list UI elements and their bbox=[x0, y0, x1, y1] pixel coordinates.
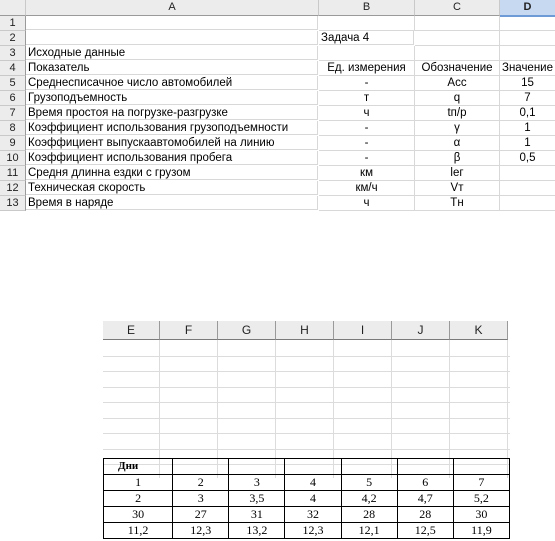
table-cell[interactable] bbox=[229, 459, 285, 475]
table-cell[interactable]: 31 bbox=[229, 507, 285, 523]
table-cell[interactable]: 2 bbox=[173, 475, 229, 491]
cell-b[interactable]: ч bbox=[319, 196, 415, 211]
sheet-row bbox=[0, 106, 555, 121]
table-cell[interactable]: 11,2 bbox=[104, 523, 173, 539]
cell-b[interactable]: км bbox=[319, 166, 415, 181]
table-cell[interactable]: 12,1 bbox=[341, 523, 397, 539]
row-number[interactable]: 3 bbox=[0, 46, 26, 61]
table-cell[interactable]: 30 bbox=[104, 507, 173, 523]
cell-d[interactable] bbox=[500, 196, 555, 211]
column-header-a[interactable]: A bbox=[26, 0, 319, 16]
cell-a[interactable]: Коэффициент выпускаавтомобилей на линию bbox=[26, 136, 318, 150]
table-row bbox=[104, 523, 510, 539]
table-cell[interactable]: 28 bbox=[397, 507, 453, 523]
row-number[interactable]: 6 bbox=[0, 91, 26, 106]
row-number[interactable]: 7 bbox=[0, 106, 26, 121]
row-number[interactable]: 2 bbox=[0, 31, 26, 46]
table-cell[interactable]: 2 bbox=[104, 491, 173, 507]
cell-b[interactable]: - bbox=[319, 151, 415, 166]
cell-d[interactable] bbox=[500, 166, 555, 181]
table-cell[interactable]: 12,3 bbox=[285, 523, 341, 539]
cell-d[interactable] bbox=[500, 181, 555, 196]
cell-d[interactable] bbox=[500, 46, 555, 61]
cell-c[interactable]: α bbox=[415, 136, 500, 151]
sheet-row bbox=[0, 151, 555, 166]
table-cell[interactable]: 12,5 bbox=[397, 523, 453, 539]
cell-c[interactable] bbox=[415, 16, 500, 31]
column-header-b[interactable]: B bbox=[319, 0, 415, 16]
row-number[interactable]: 10 bbox=[0, 151, 26, 166]
cell-a[interactable]: Средня длинна ездки с грузом bbox=[26, 166, 318, 180]
column-header-d[interactable]: D bbox=[500, 0, 555, 17]
cell-d[interactable]: 1 bbox=[500, 136, 555, 151]
select-all-corner[interactable] bbox=[0, 0, 26, 16]
sheet-row bbox=[0, 196, 555, 211]
cell-a[interactable]: Время простоя на погрузке-разгрузке bbox=[26, 106, 318, 120]
table-cell[interactable]: 3 bbox=[229, 475, 285, 491]
cell-a[interactable]: Время в наряде bbox=[26, 196, 318, 210]
table-cell[interactable]: 1 bbox=[104, 475, 173, 491]
table-row bbox=[104, 491, 510, 507]
cell-c[interactable]: tп/р bbox=[415, 106, 500, 121]
table-cell[interactable]: 4 bbox=[285, 491, 341, 507]
cell-a[interactable] bbox=[26, 16, 318, 30]
cell-d[interactable] bbox=[500, 31, 555, 46]
cell-d[interactable]: 15 bbox=[500, 76, 555, 91]
cell-a[interactable]: Коэффициент использования грузоподъемности bbox=[26, 121, 318, 135]
sheet-row bbox=[0, 76, 555, 91]
cell-b[interactable]: - bbox=[319, 121, 415, 136]
cell-c[interactable]: lег bbox=[415, 166, 500, 181]
data-table bbox=[103, 458, 510, 539]
pasted-table-image bbox=[103, 321, 510, 536]
cell-c[interactable]: q bbox=[415, 91, 500, 106]
column-header-i[interactable]: I bbox=[334, 321, 392, 340]
sheet-row bbox=[0, 181, 555, 196]
cell-a[interactable]: Исходные данные bbox=[26, 46, 318, 60]
cell-a[interactable]: Среднесписачное число автомобилей bbox=[26, 76, 318, 90]
cell-c[interactable]: Обозначение bbox=[415, 61, 500, 76]
cell-b[interactable] bbox=[319, 46, 415, 61]
table-cell[interactable] bbox=[173, 459, 229, 475]
cell-c[interactable] bbox=[415, 46, 500, 61]
column-header-j[interactable]: J bbox=[392, 321, 450, 340]
sheet-row bbox=[0, 61, 555, 76]
table-cell[interactable]: Дни bbox=[104, 459, 173, 475]
column-header-c[interactable]: C bbox=[415, 0, 500, 16]
table-cell[interactable]: 5 bbox=[341, 475, 397, 491]
row-number[interactable]: 13 bbox=[0, 196, 26, 211]
cell-d[interactable]: 0,5 bbox=[500, 151, 555, 166]
cell-d[interactable]: Значение bbox=[502, 62, 553, 74]
row-number[interactable]: 8 bbox=[0, 121, 26, 136]
cell-c[interactable]: β bbox=[415, 151, 500, 166]
table-cell[interactable]: 4,7 bbox=[397, 491, 453, 507]
cell-a[interactable] bbox=[26, 31, 318, 45]
cell-b[interactable]: - bbox=[319, 136, 415, 151]
cell-b[interactable]: - bbox=[319, 76, 415, 91]
row-number[interactable]: 1 bbox=[0, 16, 26, 31]
column-header-h[interactable]: H bbox=[276, 321, 334, 340]
cell-d[interactable]: 7 bbox=[500, 91, 555, 106]
cell-a[interactable]: Техническая скорость bbox=[26, 181, 318, 195]
table-row bbox=[104, 475, 510, 491]
cell-c[interactable]: Vт bbox=[415, 181, 500, 196]
cell-c[interactable] bbox=[415, 31, 500, 46]
sheet-row bbox=[0, 46, 555, 61]
cell-b[interactable] bbox=[319, 16, 415, 31]
table-cell[interactable]: 6 bbox=[397, 475, 453, 491]
spreadsheet-top bbox=[0, 0, 555, 213]
column-header-k[interactable]: K bbox=[450, 321, 508, 340]
sheet-row bbox=[0, 31, 555, 46]
cell-c[interactable]: γ bbox=[415, 121, 500, 136]
cell-a[interactable]: Коэффициент использования пробега bbox=[26, 151, 318, 165]
table-cell[interactable] bbox=[285, 459, 341, 475]
sheet-row bbox=[0, 166, 555, 181]
row-number[interactable]: 4 bbox=[0, 61, 26, 76]
table-cell[interactable]: 27 bbox=[173, 507, 229, 523]
cell-b[interactable]: Задача 4 bbox=[319, 31, 414, 45]
column-header-g[interactable]: G bbox=[218, 321, 276, 340]
table-cell[interactable]: 30 bbox=[453, 507, 509, 523]
cell-a[interactable]: Показатель bbox=[26, 61, 318, 75]
sheet-row bbox=[0, 136, 555, 151]
cell-d[interactable] bbox=[500, 16, 555, 31]
sheet-row bbox=[0, 16, 555, 31]
row-number[interactable]: 11 bbox=[0, 166, 26, 181]
table-cell[interactable] bbox=[341, 459, 397, 475]
cell-b[interactable]: Ед. измерения bbox=[319, 61, 415, 76]
row-number[interactable]: 12 bbox=[0, 181, 26, 196]
table-cell[interactable]: 12,3 bbox=[173, 523, 229, 539]
cell-a[interactable]: Грузоподъемность bbox=[26, 91, 318, 105]
table-row bbox=[104, 459, 510, 475]
column-header-f[interactable]: F bbox=[160, 321, 218, 340]
table-cell[interactable]: 4,2 bbox=[341, 491, 397, 507]
table-cell[interactable]: 3 bbox=[173, 491, 229, 507]
row-number[interactable]: 9 bbox=[0, 136, 26, 151]
table-cell[interactable] bbox=[453, 459, 509, 475]
table-cell[interactable]: 28 bbox=[341, 507, 397, 523]
table-cell[interactable]: 4 bbox=[285, 475, 341, 491]
cell-b[interactable]: км/ч bbox=[319, 181, 415, 196]
column-header-row bbox=[0, 0, 555, 16]
row-number[interactable]: 5 bbox=[0, 76, 26, 91]
sheet-row bbox=[0, 91, 555, 106]
table-row bbox=[104, 507, 510, 523]
table-cell[interactable]: 13,2 bbox=[229, 523, 285, 539]
cell-b[interactable]: ч bbox=[319, 106, 415, 121]
cell-c[interactable]: Тн bbox=[415, 196, 500, 211]
table-cell[interactable]: 3,5 bbox=[229, 491, 285, 507]
cell-b[interactable]: т bbox=[319, 91, 415, 106]
column-header-e[interactable]: E bbox=[103, 321, 160, 340]
cell-c[interactable]: Асс bbox=[415, 76, 500, 91]
table-cell[interactable] bbox=[397, 459, 453, 475]
sheet-row bbox=[0, 121, 555, 136]
table-cell[interactable]: 11,9 bbox=[453, 523, 509, 539]
table-cell[interactable]: 32 bbox=[285, 507, 341, 523]
cell-d[interactable]: 0,1 bbox=[500, 106, 555, 121]
table-cell[interactable]: 5,2 bbox=[453, 491, 509, 507]
cell-d[interactable]: 1 bbox=[500, 121, 555, 136]
table-cell[interactable]: 7 bbox=[453, 475, 509, 491]
